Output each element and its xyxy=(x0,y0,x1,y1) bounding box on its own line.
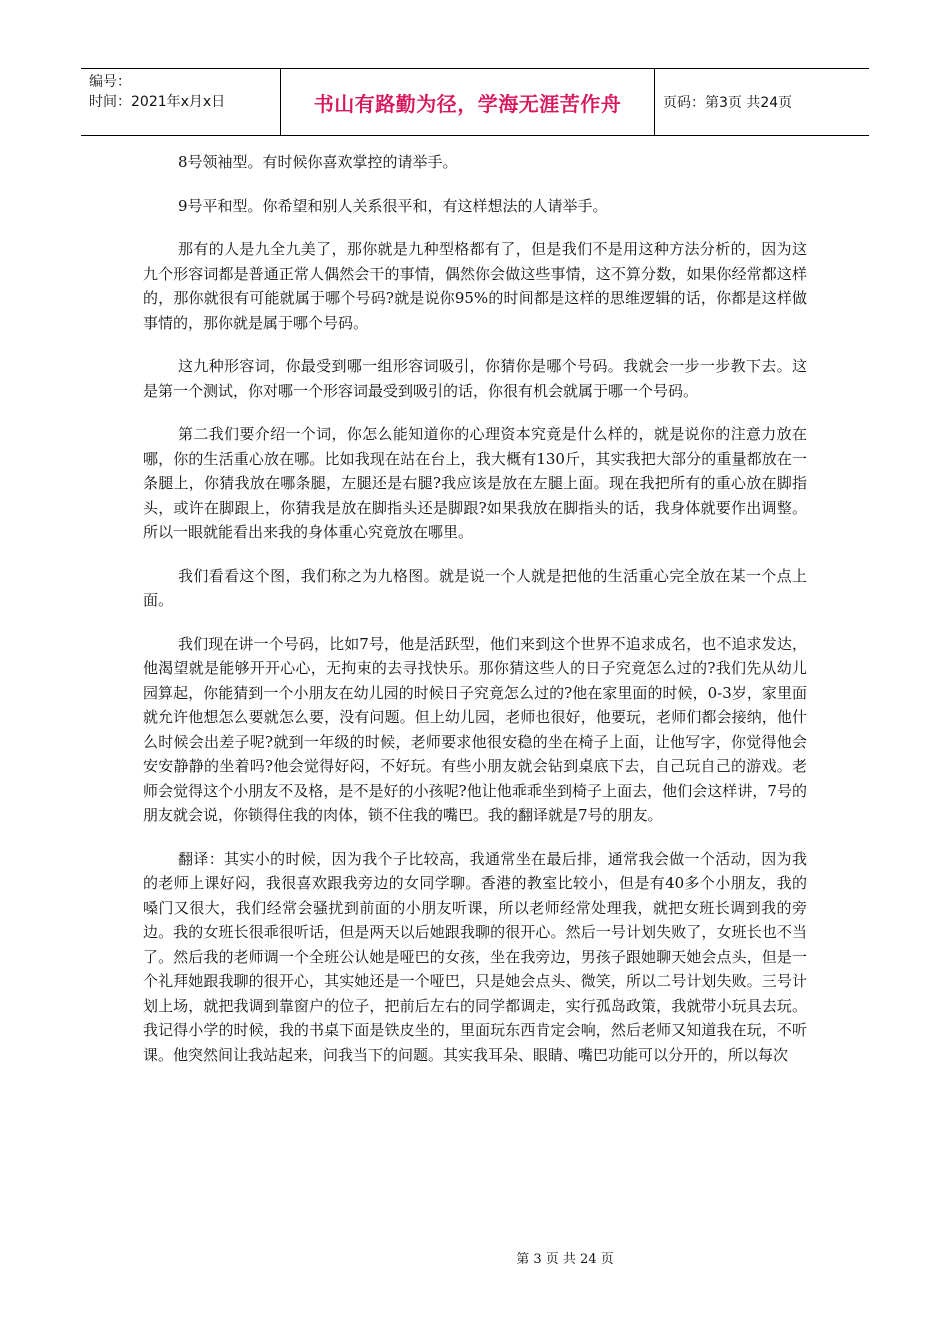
header-page-info: 页码：第3页 共24页 xyxy=(663,95,793,111)
header-motto: 书山有路勤为径，学海无涯苦作舟 xyxy=(281,69,655,135)
paragraph: 那有的人是九全九美了，那你就是九种型格都有了，但是我们不是用这种方法分析的，因为这九个形容词都是普通正常人偶然会干的事情，偶然你会做这些事情，这不算分数，如果你经常都这样的，那你就很有可能就属于哪个号码?就是说你95%的时间都是这样的思维逻辑的话，你都是这样做事情的，那你就是属于哪个号码。 xyxy=(143,240,807,332)
paragraph: 翻译：其实小的时候，因为我个子比较高，我通常坐在最后排，通常我会做一个活动，因为我的老师上课好闷，我很喜欢跟我旁边的女同学聊。香港的教室比较小，但是有40多个小朋友，我的嗓门又很大，我们经常会骚扰到前面的小朋友听课，所以老师经常处理我，就把女班长调到我的旁边。我的女班长很乖很听话，但是两天以后她跟我聊的很开心。然后一号计划失败了，女班长也不当了。然后我的老师调一个全班公认她是哑巴的女孩，坐在我旁边，男孩子跟她聊天她会点头，但是一个礼拜她跟我聊的很开心，其实她还是一个哑巴，只是她会点头、微笑，所以二号计划失败。三号计划上场，就把我调到靠窗户的位子，把前后左右的同学都调走，实行孤岛政策，我就带小玩具去玩。我记得小学的时候，我的书桌下面是铁皮坐的，里面玩东西肯定会响，然后老师又知道我在玩，不听课。他突然间让我站起来，问我当下的问题。其实我耳朵、眼睛、嘴巴功能可以分开的，所以每次 xyxy=(143,849,807,1064)
paragraph: 第二我们要介绍一个词，你怎么能知道你的心理资本究竟是什么样的，就是说你的注意力放在哪，你的生活重心放在哪。比如我现在站在台上，我大概有130斤，其实我把大部分的重量都放在一条腿上，你猜我放在哪条腿，左腿还是右腿?我应该是放在左腿上面。现在我把所有的重心放在脚指头，或许在脚跟上，你猜我是放在脚指头还是脚跟?如果我放在脚指头的话，我身体就要作出调整。所以一眼就能看出来我的身体重心究竟放在哪里。 xyxy=(143,425,807,541)
paragraph: 这九种形容词，你最受到哪一组形容词吸引，你猜你是哪个号码。我就会一步一步教下去。这是第一个测试，你对哪一个形容词最受到吸引的话，你很有机会就属于哪一个号码。 xyxy=(143,357,807,400)
number-label: 编号： xyxy=(89,74,131,90)
document-body xyxy=(143,150,807,1086)
paragraph: 我们看看这个图，我们称之为九格图。就是说一个人就是把他的生活重心完全放在某一个点上面。 xyxy=(143,566,807,609)
header-meta xyxy=(81,69,281,135)
date-label: 时间：2021年x月x日 xyxy=(89,94,226,110)
header-table xyxy=(81,68,869,136)
paragraph: 9号平和型。你希望和别人关系很平和，有这样想法的人请举手。 xyxy=(178,196,608,215)
page-footer: 第 3 页 共 24 页 xyxy=(516,1252,614,1267)
paragraph: 8号领袖型。有时候你喜欢掌控的请举手。 xyxy=(178,153,458,171)
paragraph: 我们现在讲一个号码，比如7号，他是活跃型，他们来到这个世界不追求成名，也不追求发达，他渴望就是能够开开心心，无拘束的去寻找快乐。那你猜这些人的日子究竟怎么过的?我们先从幼儿园算起，你能猜到一个小朋友在幼儿园的时候日子究竟怎么过的?他在家里面的时候，0-3岁，家里面就允许他想怎么要就怎么要，没有问题。但上幼儿园，老师也很好，他要玩，老师们都会接纳，他什么时候会出差子呢?就到一年级的时候，老师要求他很安稳的坐在椅子上面，让他写字，你觉得他会安安静静的坐着吗?他会觉得好闷，不好玩。有些小朋友就会钻到桌底下去，自己玩自己的游戏。老师会觉得这个小朋友不及格，是不是好的小孩呢?他让他乖乖坐到椅子上面去，他们会这样讲，7号的朋友就会说，你锁得住我的肉体，锁不住我的嘴巴。我的翻译就是7号的朋友。 xyxy=(143,634,807,824)
